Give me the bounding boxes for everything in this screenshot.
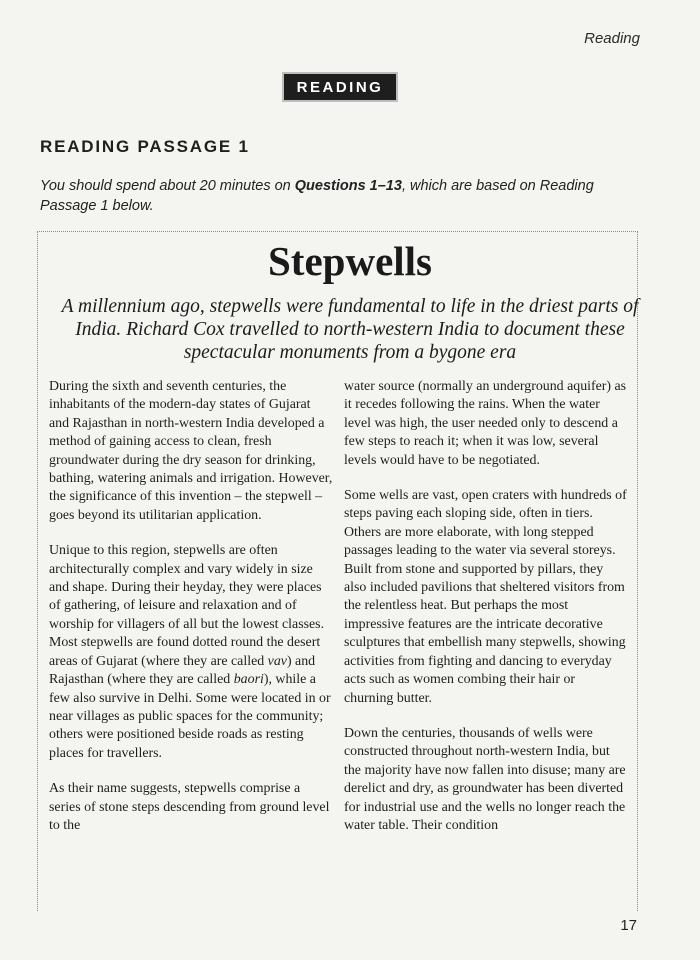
paragraph: Some wells are vast, open craters with hundreds of steps paving each sloping side, often in tiers. Others are more elaborate, with long stepped passages leading to the water via several storeys. Built from stone and supported by pillars, they also included pavilions that sheltered visitors from the relentless heat. But perhaps the most impressive features are the intricate decorative sculptures that embellish many stepwells, showing activities from fighting and dancing to everyday acts such as women combing their hair or churning butter. [344, 488, 627, 706]
running-head: Reading [584, 30, 640, 47]
paragraph: During the sixth and seventh centuries, the inhabitants of the modern-day states of Gujarat and Rajasthan in north-western India developed a method of gaining access to clean, fresh groundwater during the dry season for drinking, bathing, watering animals and irrigation. However, the significance of this invention – the stepwell – goes beyond its utilitarian application. [49, 379, 333, 523]
paragraph-text: Unique to this region, stepwells are often architecturally complex and vary widely in size and shape. During their heyday, they were places of gathering, of leisure and relaxation and of worship for villagers of all but the lowest classes. Most stepwells are found dotted round the desert areas of Gujarat (where they are called [49, 543, 325, 669]
article-title: Stepwells [268, 238, 432, 284]
paragraph [49, 542, 334, 763]
instructions-text: You should spend about 20 minutes on [40, 178, 295, 194]
passage-heading: READING PASSAGE 1 [40, 137, 250, 156]
instructions-text-end: , which are based on Reading Passage 1 below. [40, 178, 594, 214]
paragraph-text: ) and Rajasthan (where they are called [49, 653, 316, 688]
article-standfirst: A millennium ago, stepwells were fundamental to life in the driest parts of India. Richard Cox travelled to north-western India to document these spectacular monuments from a bygone era [61, 296, 639, 363]
term-baori: baori [233, 672, 264, 688]
term-vav: vav [267, 653, 287, 669]
section-badge: READING [282, 72, 398, 102]
paragraph: As their name suggests, stepwells comprise a series of stone steps descending from ground level to the [49, 781, 330, 833]
instructions [40, 176, 620, 216]
paragraph: Down the centuries, thousands of wells were constructed throughout north-western India, but the majority have now fallen into disuse; many are derelict and dry, as groundwater has been diverted for industrial use and the wells no longer reach the water table. Their condition [344, 725, 626, 833]
paragraph: water source (normally an underground aquifer) as it recedes following the rains. When the water level was high, the user needed only to descend a few steps to reach it; when it was low, several levels would have to be negotiated. [344, 379, 627, 468]
instructions-questions: Questions 1–13 [294, 178, 402, 194]
left-column [49, 378, 334, 852]
paragraph-text: ), while a few also survive in Delhi. Some were located in or near villages as public spaces for the community; others were positioned beside roads as resting places for travellers. [49, 672, 331, 761]
page-number: 17 [620, 917, 637, 934]
right-column [344, 378, 627, 852]
